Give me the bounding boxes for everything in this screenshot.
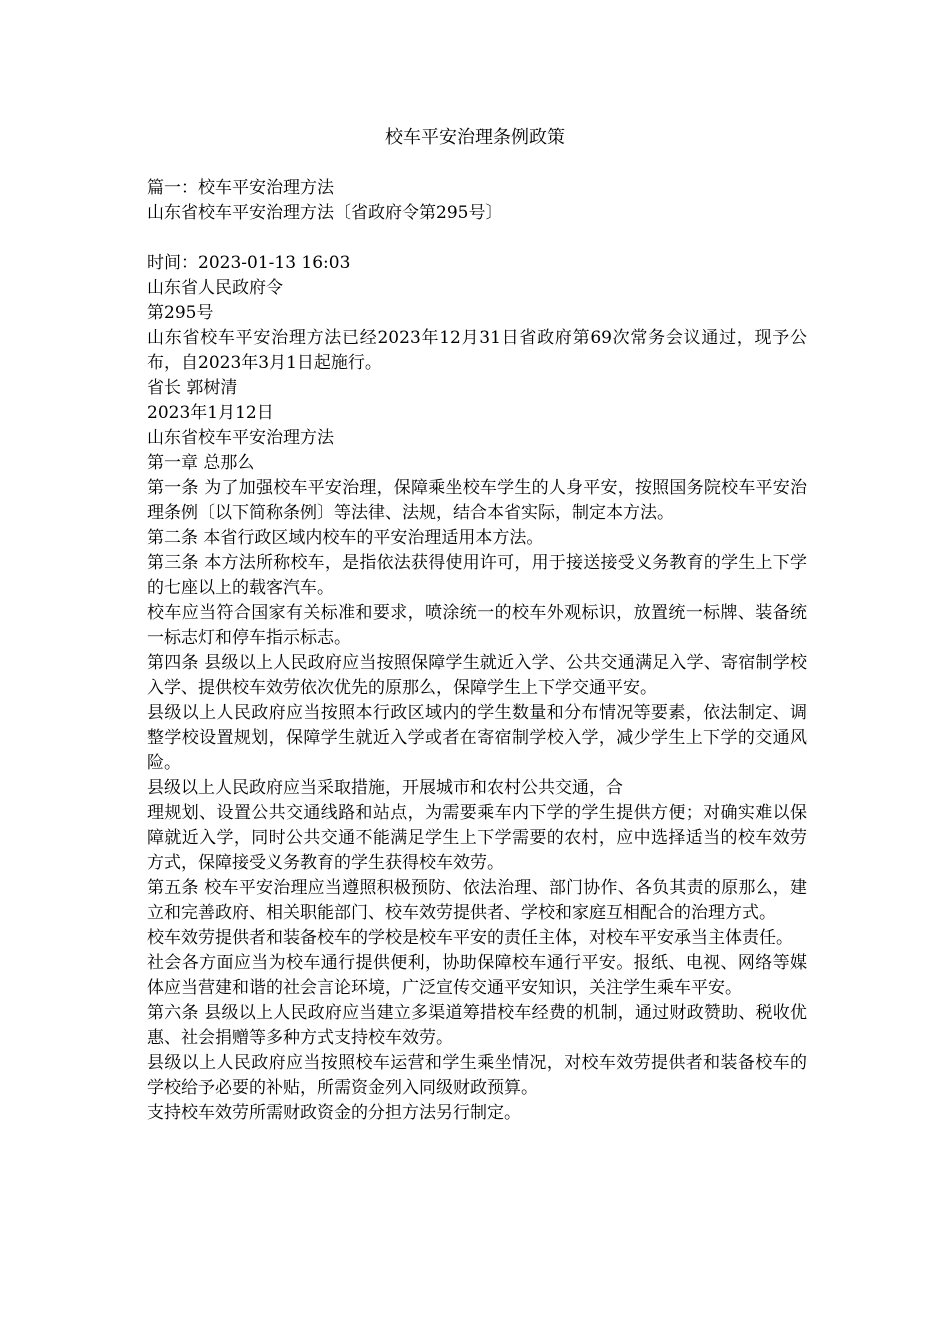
regulation-name: 山东省校车平安治理方法 (147, 428, 334, 448)
blank-line (147, 226, 807, 251)
paragraph: 县级以上人民政府应当按照本行政区域内的学生数量和分布情况等要素，依法制定、调整学校设置规划，保障学生就近入学或者在寄宿制学校入学，减少学生上下学的交通风险。 (147, 703, 807, 773)
issuer: 山东省人民政府令 (147, 278, 283, 298)
paragraph: 社会各方面应当为校车通行提供便利，协助保障校车通行平安。报纸、电视、网络等媒体应当营建和谐的社会言论环境，广泛宣传交通平安知识，关注学生乘车平安。 (147, 953, 807, 998)
article: 第六条 县级以上人民政府应当建立多渠道筹措校车经费的机制，通过财政赞助、税收优惠、社会捐赠等多种方式支持校车效劳。 (147, 1003, 807, 1048)
signing-date: 2023年1月12日 (147, 403, 274, 423)
paragraph: 支持校车效劳所需财政资金的分担方法另行制定。 (147, 1103, 521, 1123)
article: 第五条 校车平安治理应当遵照积极预防、依法治理、部门协作、各负其责的原那么，建立和完善政府、相关职能部门、校车效劳提供者、学校和家庭互相配合的治理方式。 (147, 878, 807, 923)
paragraph: 校车应当符合国家有关标准和要求，喷涂统一的校车外观标识，放置统一标牌、装备统一标志灯和停车指示标志。 (147, 603, 807, 648)
regulation-title: 山东省校车平安治理方法〔省政府令第295号〕 (147, 203, 503, 223)
document-title: 校车平安治理条例政策 (385, 127, 565, 148)
article: 第四条 县级以上人民政府应当按照保障学生就近入学、公共交通满足入学、寄宿制学校入学、提供校车效劳依次优先的原那么，保障学生上下学交通平安。 (147, 653, 807, 698)
section-heading: 篇一：校车平安治理方法 (147, 178, 334, 198)
paragraph: 校车效劳提供者和装备校车的学校是校车平安的责任主体，对校车平安承当主体责任。 (147, 928, 793, 948)
paragraph: 县级以上人民政府应当采取措施，开展城市和农村公共交通，合 (147, 778, 623, 798)
publish-time: 时间：2023-01-13 16:03 (147, 253, 351, 273)
paragraph: 县级以上人民政府应当按照校车运营和学生乘坐情况，对校车效劳提供者和装备校车的学校给予必要的补贴，所需资金列入同级财政预算。 (147, 1053, 807, 1098)
document-body (147, 176, 807, 1126)
article: 第三条 本方法所称校车，是指依法获得使用许可，用于接送接受义务教育的学生上下学的七座以上的载客汽车。 (147, 553, 807, 598)
signatory: 省长 郭树清 (147, 378, 238, 398)
paragraph: 山东省校车平安治理方法已经2023年12月31日省政府第69次常务会议通过，现予公布，自2023年3月1日起施行。 (147, 328, 807, 373)
chapter-heading: 第一章 总那么 (147, 453, 255, 473)
paragraph: 理规划、设置公共交通线路和站点，为需要乘车内下学的学生提供方便；对确实难以保障就近入学，同时公共交通不能满足学生上下学需要的农村，应中选择适当的校车效劳方式，保障接受义务教育的学生获得校车效劳。 (147, 803, 807, 873)
order-number: 第295号 (147, 303, 214, 323)
article: 第二条 本省行政区域内校车的平安治理适用本方法。 (147, 528, 544, 548)
article: 第一条 为了加强校车平安治理，保障乘坐校车学生的人身平安，按照国务院校车平安治理条例〔以下简称条例〕等法律、法规，结合本省实际，制定本方法。 (147, 478, 807, 523)
